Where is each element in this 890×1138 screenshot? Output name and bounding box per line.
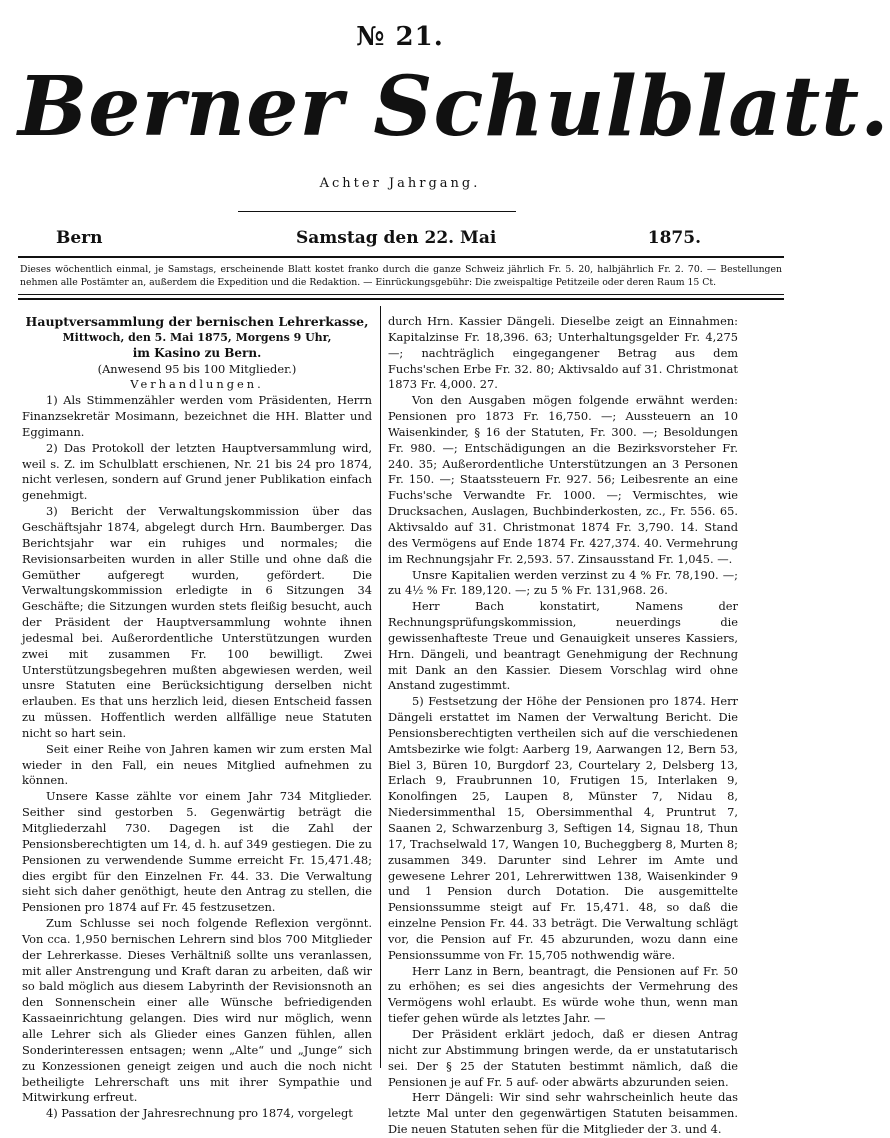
dateline-date: Samstag den 22. Mai <box>296 228 497 248</box>
notice-bottom-rule <box>18 294 784 295</box>
article-title: Hauptversammlung der bernischen Lehrerkasse, <box>25 314 369 329</box>
article-attendance: (Anwesend 95 bis 100 Mitglieder.) <box>97 361 297 376</box>
paragraph: Unsere Kasse zählte vor einem Jahr 734 Mitglieder. Seither sind gestorben 5. Gegenwärtig beträgt die Mitgliederzahl 730. Dagegen ist die Zahl der Pensionsberechtigten um 14, d. h. auf 349 gestiegen. Die zu Pensionen zu verwendende Summe erreicht Fr. 15,471.48; dies ergibt für den Einzelnen Fr. 44. 33. Die Verwaltung sieht sich daher genöthigt, heute den Antrag zu stellen, die Pensionen pro 1874 auf Fr. 45 festzusetzen. <box>22 789 372 915</box>
dateline-place: Bern <box>56 228 103 248</box>
masthead-divider <box>238 211 516 212</box>
column-left <box>22 314 372 1122</box>
paragraph: 4) Passation der Jahresrechnung pro 1874, vorgelegt <box>46 1106 353 1121</box>
paragraph: 5) Festsetzung der Höhe der Pensionen pro 1874. Herr Dängeli erstattet im Namen der Verwaltung Bericht. Die Pensionsberechtigten vertheilen sich auf die verschiedenen Amtsbezirke wie folgt: Aarberg 19, Aarwangen 12, Bern 53, Biel 3, Büren 10, Burgdorf 23, Courtelary 2, Delsberg 13, Erlach 9, Fraubrunnen 10, Frutigen 15, Interlaken 9, Konolfingen 25, Laupen 8, Münster 7, Nidau 8, Niedersimmenthal 15, Obersimmenthal 4, Pruntrut 7, Saanen 2, Schwarzenburg 3, Seftigen 14, Signau 18, Thun 17, Trachselwald 17, Wangen 10, Bucheggberg 8, Murten 8; zusammen 349. Darunter sind Lehrer im Amte und gewesene Lehrer 201, Lehrerwittwen 138, Waisenkinder 9 und 1 Pension durch Dotation. Die ausgemittelte Pensionssumme steigt auf Fr. 15,471. 48, so daß die einzelne Pension Fr. 44. 33 beträgt. Die Verwaltung schlägt vor, die Pension auf Fr. 45 abzurunden, wozu dann eine Pensionssumme von Fr. 15,705 nothwendig wäre. <box>388 694 738 962</box>
paragraph: Von den Ausgaben mögen folgende erwähnt werden: Pensionen pro 1873 Fr. 16,750. —; Aussteuern an 10 Waisenkinder, § 16 der Statuten, Fr. 300. —; Besoldungen Fr. 980. —; Entschädigungen an die Bezirksvorsteher Fr. 240. 35; Außerordentliche Unterstützungen an 3 Personen Fr. 150. —; Staatssteuern Fr. 927. 56; Leibesrente an eine Fuchs'sche Verwandte Fr. 1000. —; Vermischtes, wie Drucksachen, Auslagen, Buchbinderkosten, zc., Fr. 556. 65. Aktivsaldo auf 31. Christmonat 1874 Fr. 3,790. 14. Stand des Vermögens auf Ende 1874 Fr. 427,374. 40. Vermehrung im Rechnungsjahr Fr. 2,593. 57. Zinsausstand Fr. 1,045. —. <box>388 393 738 566</box>
paragraph: Herr Bach konstatirt, Namens der Rechnungsprüfungskommission, neuerdings die gewissenhafteste Treue und Genauigkeit unseres Kassiers, Hrn. Dängeli, und beantragt Genehmigung der Rechnung mit Dank an den Kassier. Diesem Vorschlag wird ohne Anstand zugestimmt. <box>388 599 738 693</box>
dateline <box>56 228 701 250</box>
paragraph: Herr Dängeli: Wir sind sehr wahrscheinlich heute das letzte Mal unter den gegenwärtigen Statuten beisammen. Die neuen Statuten sehen für die Mitglieder der 3. und 4. <box>388 1090 738 1137</box>
paragraph: Unsre Kapitalien werden verzinst zu 4 % Fr. 78,190. —; zu 4½ % Fr. 189,120. —; zu 5 % Fr. 131,968. 26. <box>388 567 738 598</box>
notice-top-rule <box>18 256 784 258</box>
paragraph: Zum Schlusse sei noch folgende Reflexion vergönnt. Von cca. 1,950 bernischen Lehrern sind blos 700 Mitglieder der Lehrerkasse. Dieses Verhältniß sollte uns veranlassen, mit aller Anstrengung und Kraft daran zu arbeiten, daß wir so bald möglich aus diesem Labyrinth der Revisionsnoth an den Sonnenschein einer alle Wünsche befriedigenden Kassaeinrichtung gelangen. Dies wird nur möglich, wenn alle Lehrer sich als Glieder eines Ganzen fühlen, allen Sonderinteressen entsagen; wenn „Alte“ und „Junge“ sich zu Konzessionen geneigt zeigen und auch die noch nicht betheiligte Lehrerschaft uns mit ihrer Sympathie und Mitwirkung erfreut. <box>22 916 372 1105</box>
dateline-year: 1875. <box>647 228 701 248</box>
notice-bottom-rule-thick <box>18 298 784 300</box>
article-location: im Kasino zu Bern. <box>132 345 262 360</box>
paragraph: Herr Lanz in Bern, beantragt, die Pensionen auf Fr. 50 zu erhöhen; es sei dies angesichts der Vermehrung des Vermögens wohl erlaubt. Es würde wohe thun, wenn man tiefer gehen würde als letztes Jahr. — <box>388 963 738 1026</box>
paragraph: durch Hrn. Kassier Dängeli. Dieselbe zeigt an Einnahmen: Kapitalzinse Fr. 18,396. 63; Unterhaltungsgelder Fr. 4,275 —; nachträglich eingegangener Betrag aus dem Fuchs'schen Erbe Fr. 32. 80; Aktivsaldo auf 31. Christmonat 1873 Fr. 4,000. 27. <box>388 314 738 392</box>
paragraph: 1) Als Stimmenzähler werden vom Präsidenten, Herrn Finanzsekretär Mosimann, bezeichnet die HH. Blatter und Eggimann. <box>22 393 372 439</box>
section-heading: Verhandlungen. <box>130 377 264 392</box>
subscription-notice: Dieses wöchentlich einmal, je Samstags, erscheinende Blatt kostet franko durch die ganze Schweiz jährlich Fr. 5. 20, halbjährlich Fr. 2. 70. — Bestellungen nehmen alle Postämter an, außerdem die Expedition und die Redaktion. — Einrückungsgebühr: Die zweispaltige Petitzeile oder deren Raum 15 Ct. <box>20 264 782 288</box>
volume-line: Achter Jahrgang. <box>319 176 481 191</box>
paragraph: Seit einer Reihe von Jahren kamen wir zum ersten Mal wieder in den Fall, ein neues Mitglied aufnehmen zu können. <box>22 741 372 788</box>
column-right <box>388 314 738 1138</box>
issue-number: № 21. <box>356 22 444 52</box>
paragraph: Der Präsident erklärt jedoch, daß er diesen Antrag nicht zur Abstimmung bringen werde, da er unstatutarisch sei. Der § 25 der Statuten bestimmt nämlich, daß die Pensionen je auf Fr. 5 auf- oder abwärts abzurunden seien. <box>388 1026 738 1089</box>
newspaper-title: Berner Schulblatt. <box>18 59 890 155</box>
column-divider <box>380 306 381 1068</box>
paragraph: 2) Das Protokoll der letzten Hauptversammlung wird, weil s. Z. im Schulblatt erschienen, Nr. 21 bis 24 pro 1874, nicht verlesen, sondern auf Grund jener Publikation einfach genehmigt. <box>22 440 372 503</box>
article-subtitle: Mittwoch, den 5. Mai 1875, Morgens 9 Uhr, <box>62 330 332 344</box>
paragraph: 3) Bericht der Verwaltungskommission über das Geschäftsjahr 1874, abgelegt durch Hrn. Baumberger. Das Berichtsjahr war ein ruhiges und normales; die Revisionsarbeiten wurden in aller Stille und ohne daß die Gemüther aufgeregt wurden, gefördert. Die Verwaltungskommission erledigte in 6 Sitzungen 34 Geschäfte; die Sitzungen wurden stets fleißig besucht, auch der Präsident der Hauptversammlung wohnte ihnen jedesmal bei. Außerordentliche Unterstützungen wurden zwei mit zusammen Fr. 100 bewilligt. Zwei Unterstützungsbegehren mußten abgewiesen werden, weil unsre Statuten eine Berücksichtigung derselben nicht erlauben. Es that uns herzlich leid, diesen Entscheid fassen zu müssen. Hoffentlich werden allfällige neue Statuten nicht so hart sein. <box>22 504 372 740</box>
